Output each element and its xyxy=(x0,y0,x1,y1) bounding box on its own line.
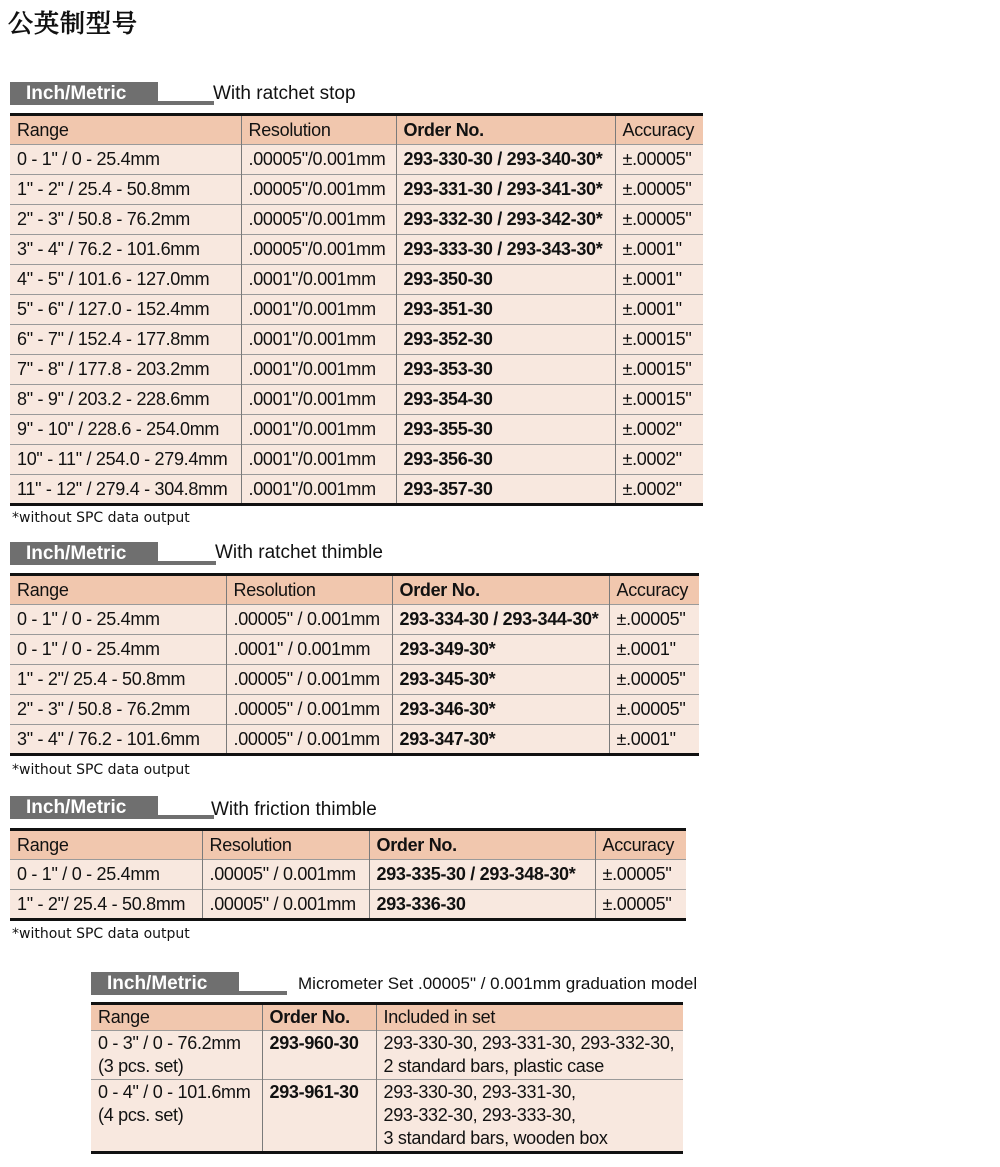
column-header-range: Range xyxy=(10,830,202,860)
range-cell: 1" - 2" / 25.4 - 50.8mm xyxy=(10,175,241,205)
order-number-cell: 293-357-30 xyxy=(396,475,615,505)
resolution-cell: .00005" / 0.001mm xyxy=(226,695,392,725)
resolution-cell: .00005" / 0.001mm xyxy=(202,890,369,920)
order-number-cell: 293-334-30 / 293-344-30* xyxy=(392,605,609,635)
table-row xyxy=(10,355,703,385)
range-line: (3 pcs. set) xyxy=(98,1056,184,1076)
accuracy-cell: ±.00005" xyxy=(615,145,703,175)
accuracy-cell: ±.00005" xyxy=(595,890,686,920)
accuracy-cell: ±.00005" xyxy=(615,175,703,205)
table-row xyxy=(10,665,699,695)
resolution-cell: .00005" / 0.001mm xyxy=(202,860,369,890)
section-description: With ratchet stop xyxy=(213,83,356,104)
range-cell: 5" - 6" / 127.0 - 152.4mm xyxy=(10,295,241,325)
order-number-cell: 293-351-30 xyxy=(396,295,615,325)
table-row xyxy=(10,325,703,355)
order-number-cell: 293-350-30 xyxy=(396,265,615,295)
order-number-cell: 293-345-30* xyxy=(392,665,609,695)
order-number-cell: 293-349-30* xyxy=(392,635,609,665)
column-header-resolution: Resolution xyxy=(202,830,369,860)
section-header xyxy=(10,538,699,568)
range-cell: 9" - 10" / 228.6 - 254.0mm xyxy=(10,415,241,445)
column-header-order-no: Order No. xyxy=(392,575,609,605)
section-friction-thimble xyxy=(10,792,686,942)
column-header-resolution: Resolution xyxy=(241,115,396,145)
column-header-order-no: Order No. xyxy=(262,1004,376,1031)
section-ratchet-stop xyxy=(10,78,703,526)
tag-underline xyxy=(239,991,287,995)
accuracy-cell: ±.0001" xyxy=(615,265,703,295)
accuracy-cell: ±.00005" xyxy=(595,860,686,890)
table-row xyxy=(10,605,699,635)
table-row xyxy=(10,145,703,175)
section-description: With ratchet thimble xyxy=(215,542,383,563)
range-cell xyxy=(91,1080,262,1153)
resolution-cell: .0001"/0.001mm xyxy=(241,355,396,385)
section-ratchet-thimble xyxy=(10,538,699,778)
accuracy-cell: ±.00015" xyxy=(615,385,703,415)
resolution-cell: .0001"/0.001mm xyxy=(241,415,396,445)
included-line: 293-332-30, 293-333-30, xyxy=(383,1105,576,1125)
resolution-cell: .0001"/0.001mm xyxy=(241,475,396,505)
table-row xyxy=(10,205,703,235)
section-tag: Inch/Metric xyxy=(10,82,158,105)
table-row xyxy=(91,1080,683,1153)
section-description: Micrometer Set .00005" / 0.001mm graduation model xyxy=(298,974,698,993)
column-header-range: Range xyxy=(91,1004,262,1031)
tag-underline xyxy=(158,815,214,819)
table-row xyxy=(10,295,703,325)
set-table xyxy=(91,1002,683,1154)
spec-table xyxy=(10,573,699,756)
range-line: 0 - 4" / 0 - 101.6mm xyxy=(98,1082,251,1102)
column-header-order-no: Order No. xyxy=(369,830,595,860)
resolution-cell: .0001"/0.001mm xyxy=(241,385,396,415)
footnote: *without SPC data output xyxy=(12,762,190,778)
accuracy-cell: ±.00005" xyxy=(609,695,699,725)
order-number-cell: 293-346-30* xyxy=(392,695,609,725)
table-row xyxy=(10,445,703,475)
range-cell: 3" - 4" / 76.2 - 101.6mm xyxy=(10,725,226,755)
table-row xyxy=(10,235,703,265)
order-number-cell: 293-331-30 / 293-341-30* xyxy=(396,175,615,205)
resolution-cell: .00005" / 0.001mm xyxy=(226,605,392,635)
column-header-resolution: Resolution xyxy=(226,575,392,605)
section-header xyxy=(91,968,698,998)
accuracy-cell: ±.0001" xyxy=(609,725,699,755)
included-line: 3 standard bars, wooden box xyxy=(383,1128,608,1148)
range-cell: 10" - 11" / 254.0 - 279.4mm xyxy=(10,445,241,475)
range-cell: 1" - 2"/ 25.4 - 50.8mm xyxy=(10,890,202,920)
section-header xyxy=(10,78,703,108)
table-row xyxy=(10,175,703,205)
table-row xyxy=(10,725,699,755)
order-number-cell: 293-960-30 xyxy=(262,1031,376,1080)
range-cell xyxy=(91,1031,262,1080)
included-cell xyxy=(376,1031,683,1080)
range-cell: 2" - 3" / 50.8 - 76.2mm xyxy=(10,695,226,725)
section-tag: Inch/Metric xyxy=(91,972,239,995)
resolution-cell: .00005"/0.001mm xyxy=(241,235,396,265)
column-header-accuracy: Accuracy xyxy=(609,575,699,605)
table-row xyxy=(10,890,686,920)
tag-underline xyxy=(158,101,214,105)
order-number-cell: 293-335-30 / 293-348-30* xyxy=(369,860,595,890)
accuracy-cell: ±.00005" xyxy=(615,205,703,235)
table-row xyxy=(10,265,703,295)
column-header-included-in-set: Included in set xyxy=(376,1004,683,1031)
section-header xyxy=(10,792,686,822)
range-cell: 0 - 1" / 0 - 25.4mm xyxy=(10,860,202,890)
order-number-cell: 293-333-30 / 293-343-30* xyxy=(396,235,615,265)
resolution-cell: .00005"/0.001mm xyxy=(241,145,396,175)
range-cell: 11" - 12" / 279.4 - 304.8mm xyxy=(10,475,241,505)
included-cell xyxy=(376,1080,683,1153)
column-header-order-no: Order No. xyxy=(396,115,615,145)
resolution-cell: .0001"/0.001mm xyxy=(241,295,396,325)
resolution-cell: .0001"/0.001mm xyxy=(241,445,396,475)
footnote: *without SPC data output xyxy=(12,510,190,526)
column-header-range: Range xyxy=(10,115,241,145)
order-number-cell: 293-961-30 xyxy=(262,1080,376,1153)
column-header-accuracy: Accuracy xyxy=(615,115,703,145)
footnote: *without SPC data output xyxy=(12,926,190,942)
accuracy-cell: ±.00005" xyxy=(609,665,699,695)
column-header-accuracy: Accuracy xyxy=(595,830,686,860)
accuracy-cell: ±.0001" xyxy=(615,235,703,265)
order-number-cell: 293-347-30* xyxy=(392,725,609,755)
table-row xyxy=(10,635,699,665)
section-tag: Inch/Metric xyxy=(10,796,158,819)
accuracy-cell: ±.0001" xyxy=(609,635,699,665)
accuracy-cell: ±.0001" xyxy=(615,295,703,325)
range-cell: 8" - 9" / 203.2 - 228.6mm xyxy=(10,385,241,415)
order-number-cell: 293-330-30 / 293-340-30* xyxy=(396,145,615,175)
order-number-cell: 293-353-30 xyxy=(396,355,615,385)
range-cell: 1" - 2"/ 25.4 - 50.8mm xyxy=(10,665,226,695)
table-row xyxy=(10,695,699,725)
resolution-cell: .00005"/0.001mm xyxy=(241,205,396,235)
range-cell: 6" - 7" / 152.4 - 177.8mm xyxy=(10,325,241,355)
page-title: 公英制型号 xyxy=(8,10,139,38)
included-line: 293-330-30, 293-331-30, 293-332-30, xyxy=(383,1033,675,1053)
range-cell: 2" - 3" / 50.8 - 76.2mm xyxy=(10,205,241,235)
resolution-cell: .00005" / 0.001mm xyxy=(226,725,392,755)
section-micrometer-set xyxy=(91,968,698,1154)
accuracy-cell: ±.00015" xyxy=(615,355,703,385)
order-number-cell: 293-355-30 xyxy=(396,415,615,445)
resolution-cell: .0001"/0.001mm xyxy=(241,325,396,355)
accuracy-cell: ±.0002" xyxy=(615,415,703,445)
section-tag: Inch/Metric xyxy=(10,542,158,565)
range-line: 0 - 3" / 0 - 76.2mm xyxy=(98,1033,241,1053)
range-cell: 4" - 5" / 101.6 - 127.0mm xyxy=(10,265,241,295)
range-cell: 7" - 8" / 177.8 - 203.2mm xyxy=(10,355,241,385)
order-number-cell: 293-356-30 xyxy=(396,445,615,475)
included-line: 2 standard bars, plastic case xyxy=(383,1056,604,1076)
table-row xyxy=(10,860,686,890)
range-cell: 0 - 1" / 0 - 25.4mm xyxy=(10,145,241,175)
section-description: With friction thimble xyxy=(211,799,377,820)
accuracy-cell: ±.0002" xyxy=(615,445,703,475)
table-row xyxy=(10,385,703,415)
range-cell: 0 - 1" / 0 - 25.4mm xyxy=(10,605,226,635)
order-number-cell: 293-352-30 xyxy=(396,325,615,355)
included-line: 293-330-30, 293-331-30, xyxy=(383,1082,576,1102)
column-header-range: Range xyxy=(10,575,226,605)
spec-table xyxy=(10,828,686,921)
order-number-cell: 293-354-30 xyxy=(396,385,615,415)
accuracy-cell: ±.00015" xyxy=(615,325,703,355)
range-cell: 0 - 1" / 0 - 25.4mm xyxy=(10,635,226,665)
table-row xyxy=(10,415,703,445)
range-cell: 3" - 4" / 76.2 - 101.6mm xyxy=(10,235,241,265)
spec-table xyxy=(10,113,703,506)
table-row xyxy=(10,475,703,505)
table-row xyxy=(91,1031,683,1080)
resolution-cell: .0001"/0.001mm xyxy=(241,265,396,295)
resolution-cell: .00005" / 0.001mm xyxy=(226,665,392,695)
order-number-cell: 293-332-30 / 293-342-30* xyxy=(396,205,615,235)
tag-underline xyxy=(158,561,216,565)
accuracy-cell: ±.0002" xyxy=(615,475,703,505)
accuracy-cell: ±.00005" xyxy=(609,605,699,635)
range-line: (4 pcs. set) xyxy=(98,1105,184,1125)
resolution-cell: .00005"/0.001mm xyxy=(241,175,396,205)
order-number-cell: 293-336-30 xyxy=(369,890,595,920)
resolution-cell: .0001" / 0.001mm xyxy=(226,635,392,665)
